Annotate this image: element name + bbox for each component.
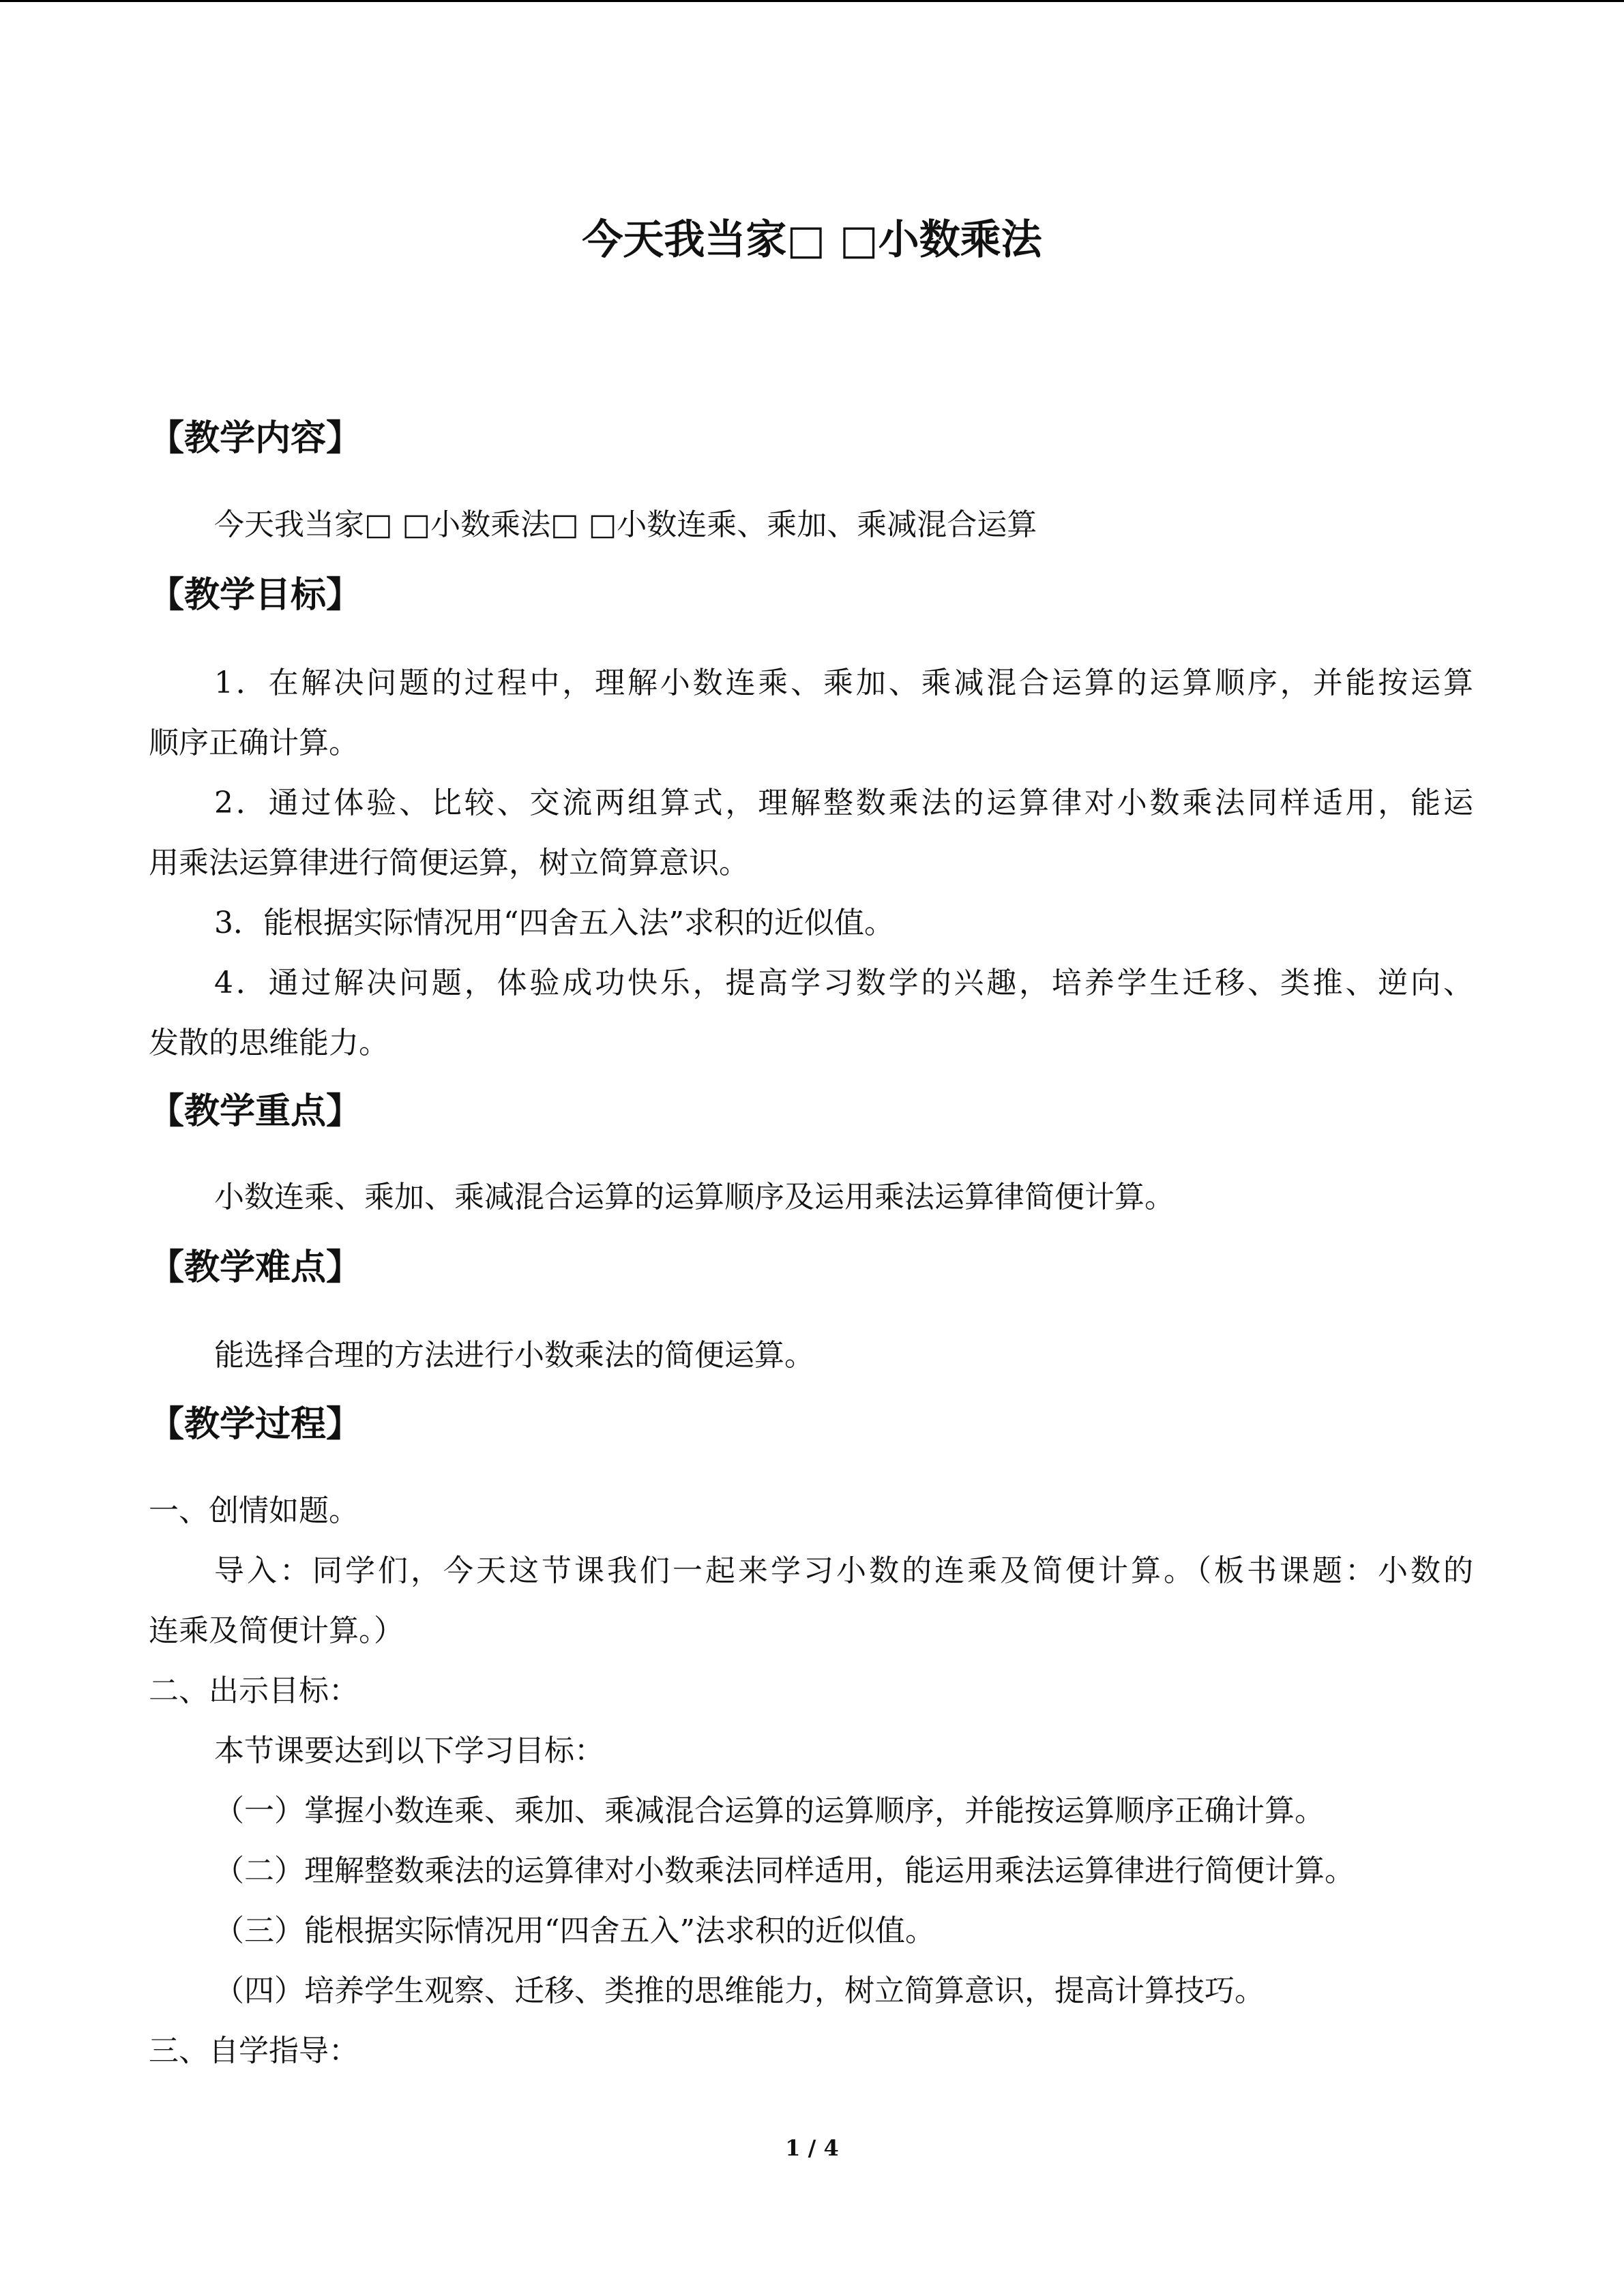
process-intro-line-2: 连乘及简便计算。） (149, 1613, 404, 1648)
goal-item-2-line-2: 用乘法运算律进行简便运算，树立简算意识。 (149, 846, 749, 880)
goal-item-1-line-2: 顺序正确计算。 (149, 726, 359, 760)
section-heading-goals: 【教学目标】 (149, 574, 362, 616)
process-goal-item-3: （三）能根据实际情况用“四舍五入”法求积的近似值。 (214, 1913, 935, 1948)
section-heading-process: 【教学过程】 (149, 1403, 362, 1445)
process-step-2: 二、出示目标： (149, 1673, 359, 1708)
goal-item-4-line-1: 4．通过解决问题，体验成功快乐，提高学习数学的兴趣，培养学生迁移、类推、逆向、 (214, 966, 1473, 1000)
section-heading-difficulties: 【教学难点】 (149, 1247, 362, 1288)
section-heading-content: 【教学内容】 (149, 417, 362, 459)
process-goals-lead: 本节课要达到以下学习目标： (214, 1733, 604, 1768)
goal-item-3: 3．能根据实际情况用“四舍五入法”求积的近似值。 (214, 906, 894, 940)
process-step-3: 三、自学指导： (149, 2033, 359, 2068)
key-points-text: 小数连乘、乘加、乘减混合运算的运算顺序及运用乘法运算律简便计算。 (214, 1180, 1175, 1214)
process-goal-item-1: （一）掌握小数连乘、乘加、乘减混合运算的运算顺序，并能按运算顺序正确计算。 (214, 1793, 1325, 1828)
page-number: 1 / 4 (785, 2135, 839, 2161)
page-title: 今天我当家□ □小数乘法 (582, 216, 1042, 264)
top-border (0, 0, 1624, 2)
goal-item-1-line-1: 1．在解决问题的过程中，理解小数连乘、乘加、乘减混合运算的运算顺序，并能按运算 (214, 666, 1473, 700)
goal-item-4-line-2: 发散的思维能力。 (149, 1026, 389, 1060)
process-goal-item-4: （四）培养学生观察、迁移、类推的思维能力，树立简算意识，提高计算技巧。 (214, 1973, 1265, 2008)
process-step-1: 一、创情如题。 (149, 1493, 359, 1528)
process-intro-line-1: 导入：同学们，今天这节课我们一起来学习小数的连乘及简便计算。（板书课题：小数的 (214, 1553, 1473, 1588)
content-text: 今天我当家□ □小数乘法□ □小数连乘、乘加、乘减混合运算 (214, 507, 1037, 542)
process-goal-item-2: （二）理解整数乘法的运算律对小数乘法同样适用，能运用乘法运算律进行简便计算。 (214, 1853, 1355, 1888)
section-heading-key-points: 【教学重点】 (149, 1090, 362, 1132)
difficulties-text: 能选择合理的方法进行小数乘法的简便运算。 (214, 1338, 814, 1373)
goal-item-2-line-1: 2．通过体验、比较、交流两组算式，理解整数乘法的运算律对小数乘法同样适用，能运 (214, 786, 1473, 820)
